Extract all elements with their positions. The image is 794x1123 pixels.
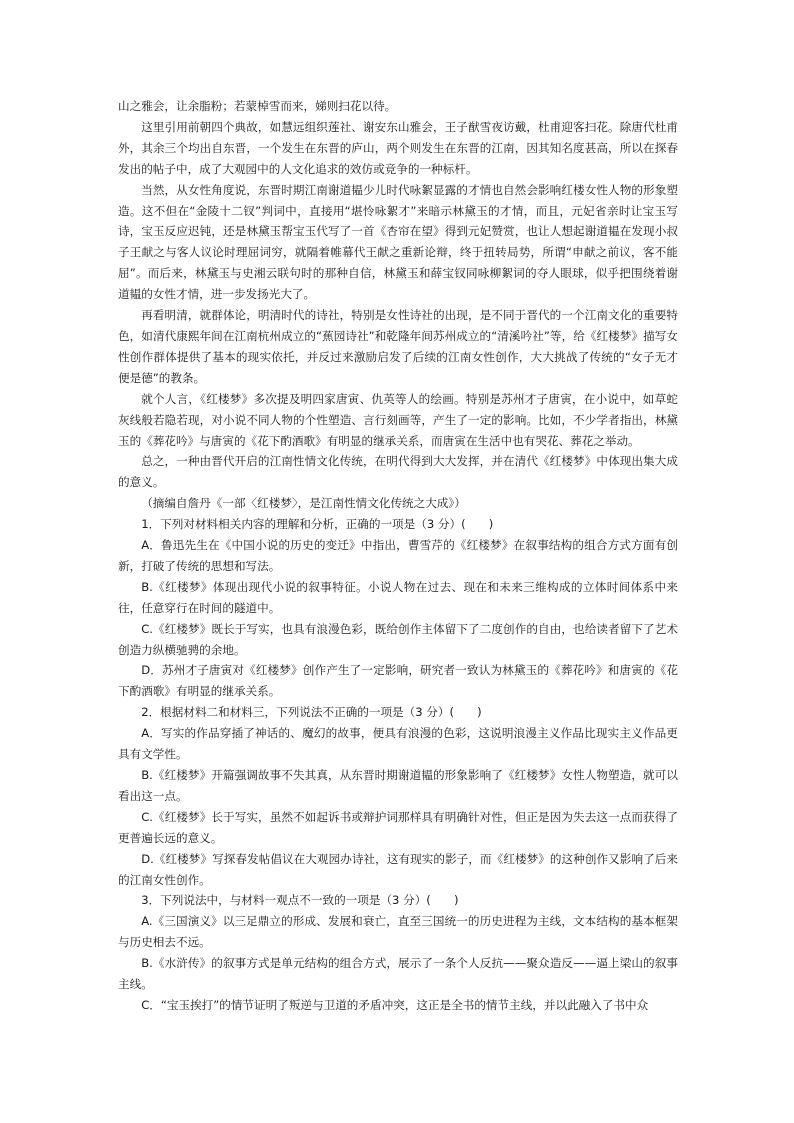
question-1-option-c: C.《红楼梦》既长于写实，也具有浪漫色彩，既给创作主体留下了二度创作的自由，也给读者留下了艺术创造力纵横驰骋的余地。: [118, 621, 678, 657]
paragraph-allusions: 这里引用前朝四个典故，如慧远组织莲社、谢安东山雅会，王子猷雪夜访戴，杜甫迎客扫花。除唐代杜甫外，其余三个均出自东晋，一个发生在东晋的庐山，两个则发生在东晋的江南，因其知名度甚高，所以在探春发出的帖子中，成了大观园中的人文化追求的效仿或竞争的一种标杆。: [118, 119, 678, 176]
paragraph-continued: 山之雅会，让余脂粉；若蒙棹雪而来，娣则扫花以待。: [118, 99, 397, 113]
question-2-option-d: D.《红楼梦》写探春发帖倡议在大观园办诗社，这有现实的影子，而《红楼梦》的这种创作又影响了后来的江南女性创作。: [118, 851, 678, 887]
question-1-option-d: D．苏州才子唐寅对《红楼梦》创作产生了一定影响，研究者一致认为林黛玉的《葬花吟》和唐寅的《花下酌酒歌》有明显的继承关系。: [118, 663, 678, 699]
paragraph-ming-qing-poetry-clubs: 再看明清，就群体论，明清时代的诗社，特别是女性诗社的出现，是不同于晋代的一个江南文化的重要特色，如清代康熙年间在江南杭州成立的“蕉园诗社”和乾隆年间苏州成立的“清溪吟社”等，给《红楼梦》描写女性创作群体提供了基本的现实依托，并反过来激励启发了后续的江南女性创作，大大挑战了传统的“女子无才便是德”的教条。: [118, 308, 678, 385]
question-2-option-c: C.《红楼梦》长于写实，虽然不如起诉书或辩护词那样具有明确针对性，但正是因为失去这一点而获得了更普遍长远的意义。: [118, 809, 678, 845]
paragraph-xie-daoyun: 当然，从女性角度说，东晋时期江南谢道韫少儿时代咏絮显露的才情也自然会影响红楼女性人物的形象塑造。这不但在“金陵十二钗”判词中，直接用“堪怜咏絮才”来暗示林黛玉的才情，而且，元妃省亲时让宝玉写诗，宝玉反应迟钝，还是林黛玉帮宝玉代写了一首《杏帘在望》得到元妃赞赏，也让人想起谢道韫在发现小叔子王献之与客人议论时理屈词穷，就隔着帷幕代王献之重新论辩，终于扭转局势，所谓“申献之前议，客不能屈”。而后来，林黛玉与史湘云联句时的那种自信，林黛玉和薛宝钗同咏柳絮词的夺人眼球，似乎把围绕着谢道韫的女性才情，进一步发扬光大了。: [118, 182, 678, 302]
question-3-option-b: B.《水浒传》的叙事方式是单元结构的组合方式，展示了一条个人反抗——聚众造反——逼上梁山的叙事主线。: [118, 956, 678, 992]
question-1: 1．下列对材料相关内容的理解和分析，正确的一项是（3 分）( ): [141, 517, 494, 532]
question-2: 2．根据材料二和材料三，下列说法不正确的一项是（3 分）( ): [141, 705, 482, 720]
paragraph-tang-yin: 就个人言，《红楼梦》多次提及明四家唐寅、仇英等人的绘画。特别是苏州才子唐寅，在小说中，如草蛇灰线般若隐若现，对小说不同人物的个性塑造、言行刻画等，产生了一定的影响。比如，不少学者指出，林黛玉的《葬花吟》与唐寅的《花下酌酒歌》有明显的继承关系，而唐寅在生活中也有哭花、葬花之举动。: [118, 391, 678, 448]
question-3-option-c: C．“宝玉挨打”的情节证明了叛逆与卫道的矛盾冲突，这正是全书的情节主线，并以此融入了书中众: [141, 997, 649, 1012]
question-3-option-a: A.《三国演义》以三足鼎立的形成、发展和衰亡，直至三国统一的历史进程为主线，文本结构的基本框架与历史相去不远。: [118, 914, 678, 950]
source-citation: （摘编自詹丹《一部〈红楼梦〉，是江南性情文化传统之大成》）: [141, 496, 466, 511]
question-1-option-b: B.《红楼梦》体现出现代小说的叙事特征。小说人物在过去、现在和未来三维构成的立体时间体系中来往，任意穿行在时间的隧道中。: [118, 579, 678, 615]
question-3: 3．下列说法中，与材料一观点不一致的一项是（3 分）( ): [141, 893, 459, 908]
document-page: [118, 96, 678, 1016]
question-2-option-a: A．写实的作品穿插了神话的、魔幻的故事，便具有浪漫的色彩，这说明浪漫主义作品比现实主义作品更具有文学性。: [118, 726, 678, 762]
question-2-option-b: B.《红楼梦》开篇强调故事不失其真，从东晋时期谢道韫的形象影响了《红楼梦》女性人物塑造，就可以看出这一点。: [118, 768, 678, 803]
question-1-option-a: A．鲁迅先生在《中国小说的历史的变迁》中指出，曹雪芹的《红楼梦》在叙事结构的组合方式方面有创新，打破了传统的思想和写法。: [118, 538, 678, 573]
paragraph-conclusion: 总之，一种由晋代开启的江南性情文化传统，在明代得到大大发挥，并在清代《红楼梦》中体现出集大成的意义。: [118, 454, 678, 490]
